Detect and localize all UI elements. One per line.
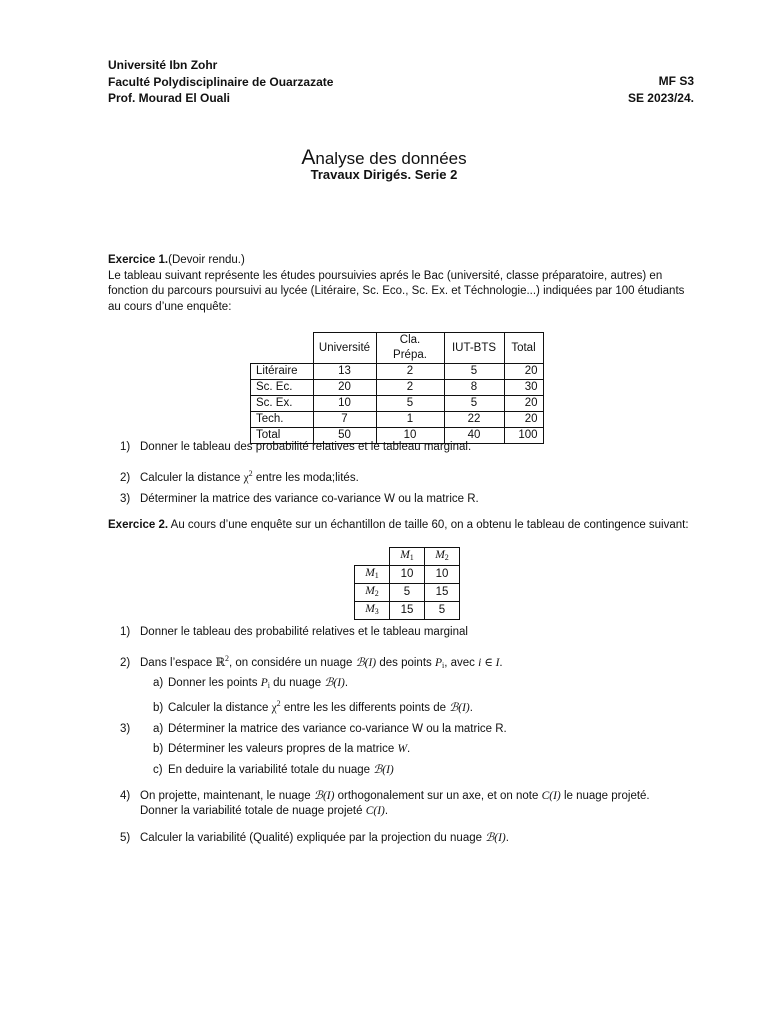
exercise-2-statement xyxy=(108,519,708,531)
table-header-row xyxy=(251,333,544,364)
col-header: IUT-BTS xyxy=(444,333,504,364)
ex2-question-2: 2) Dans l’espace ℝ$^2$, on considére un nuage ℬ(I) des points $P_i$, avec i ∈ I. xyxy=(120,654,503,670)
professor-name: Prof. Mourad El Ouali xyxy=(108,91,231,105)
row-label: Litéraire xyxy=(251,364,314,380)
row-label: Tech. xyxy=(251,412,314,428)
table-cell: 10 xyxy=(376,428,444,444)
table-cell: 50 xyxy=(313,428,376,444)
table-cell: 20 xyxy=(504,396,543,412)
table-cell: 10 xyxy=(425,566,460,584)
table-row xyxy=(251,380,544,396)
table-row xyxy=(251,364,544,380)
exercise-2-table xyxy=(354,547,460,620)
row-label: $M_3$ xyxy=(355,602,390,620)
header-left xyxy=(108,57,333,107)
table-row xyxy=(355,602,460,620)
table-cell: 10 xyxy=(390,566,425,584)
ex2-question-3c: c) En deduire la variabilité totale du nuage ℬ(I) xyxy=(153,764,394,776)
table-cell: 2 xyxy=(376,364,444,380)
ex2-question-2a: a) Donner les points $P_i$ du nuage ℬ(I). xyxy=(153,677,349,690)
table-cell: 8 xyxy=(444,380,504,396)
row-label: Total xyxy=(251,428,314,444)
ex2-question-2b: b) Calculer la distance $\chi^2$ entre les les differents points de ℬ(I). xyxy=(153,699,473,714)
table-cell: 20 xyxy=(504,364,543,380)
table-cell: 7 xyxy=(313,412,376,428)
table-cell: 20 xyxy=(313,380,376,396)
header-right xyxy=(628,73,694,106)
table-cell: 5 xyxy=(425,602,460,620)
ex2-question-1: 1) Donner le tableau des probabilité relatives et le tableau marginal xyxy=(120,626,468,638)
table-cell: 10 xyxy=(313,396,376,412)
row-label: $M_1$ xyxy=(355,566,390,584)
row-label: Sc. Ec. xyxy=(251,380,314,396)
table-cell: 15 xyxy=(390,602,425,620)
exercise-1-text: Le tableau suivant représente les études poursuivies aprés le Bac (université, classe préparatoire, autres) en fonction du parcours poursuivi au lycée (Litéraire, Sc. Eco., Sc. Ex. et Téchnologie...) indiquées par 100 étudiants au cours d’une enquête: xyxy=(108,269,685,313)
table-cell: 5 xyxy=(444,364,504,380)
table-header-row xyxy=(355,548,460,566)
col-header: $M_1$ xyxy=(390,548,425,566)
table-cell: 30 xyxy=(504,380,543,396)
ex1-question-1: 1) Donner le tableau des probabilité relatives et le tableau marginal. xyxy=(120,441,472,453)
course-code: MF S3 xyxy=(658,74,694,88)
exercise-1-table xyxy=(250,332,544,444)
table-cell: 13 xyxy=(313,364,376,380)
ex2-question-5: 5) Calculer la variabilité (Qualité) expliquée par la projection du nuage ℬ(I). xyxy=(120,832,509,844)
table-row xyxy=(251,412,544,428)
page-title: Analyse des données xyxy=(301,146,467,169)
table-cell: 20 xyxy=(504,412,543,428)
col-header: Total xyxy=(504,333,543,364)
table-cell: 100 xyxy=(504,428,543,444)
table-row xyxy=(251,396,544,412)
col-header: Cla. Prépa. xyxy=(376,333,444,364)
exercise-1-label: Exercice 1. xyxy=(108,254,169,266)
table-cell: 5 xyxy=(390,584,425,602)
col-header: $M_2$ xyxy=(425,548,460,566)
table-cell: 2 xyxy=(376,380,444,396)
semester: SE 2023/24. xyxy=(627,90,694,105)
exercise-1-note: (Devoir rendu.) xyxy=(168,254,245,266)
table-cell: 5 xyxy=(376,396,444,412)
ex2-question-4: 4) On projette, maintenant, le nuage ℬ(I) orthogonalement sur un axe, et on note C(I) le nuage projeté. Donner la variabilité totale de nuage projeté C(I). xyxy=(120,790,650,817)
exercise-2-label: Exercice 2. xyxy=(108,519,169,531)
ex1-question-3: 3) Déterminer la matrice des variance co-variance W ou la matrice R. xyxy=(120,493,479,505)
table-row xyxy=(355,566,460,584)
table-cell: 40 xyxy=(444,428,504,444)
table-cell: 1 xyxy=(376,412,444,428)
table-cell: 22 xyxy=(444,412,504,428)
table-cell: 15 xyxy=(425,584,460,602)
ex2-question-3b: b) Déterminer les valeurs propres de la matrice W. xyxy=(153,743,411,755)
ex2-question-3-num: 3) xyxy=(120,723,131,735)
table-row xyxy=(355,584,460,602)
ex1-question-2: 2) Calculer la distance $\chi^2$ entre les moda;lités. xyxy=(120,469,359,484)
exercise-1-statement xyxy=(108,253,698,315)
faculty-name: Faculté Polydisciplinaire de Ouarzazate xyxy=(108,74,334,89)
ex2-question-3a: a) Déterminer la matrice des variance co-variance W ou la matrice R. xyxy=(153,723,507,735)
row-label: $M_2$ xyxy=(355,584,390,602)
page-subtitle: Travaux Dirigés. Serie 2 xyxy=(310,167,458,182)
exercise-2-text: Au cours d’une enquête sur un échantillon de taille 60, on a obtenu le tableau de contingence suivant: xyxy=(168,519,689,531)
university-name: Université Ibn Zohr xyxy=(108,58,218,72)
row-label: Sc. Ex. xyxy=(251,396,314,412)
table-cell: 5 xyxy=(444,396,504,412)
col-header: Université xyxy=(313,333,376,364)
